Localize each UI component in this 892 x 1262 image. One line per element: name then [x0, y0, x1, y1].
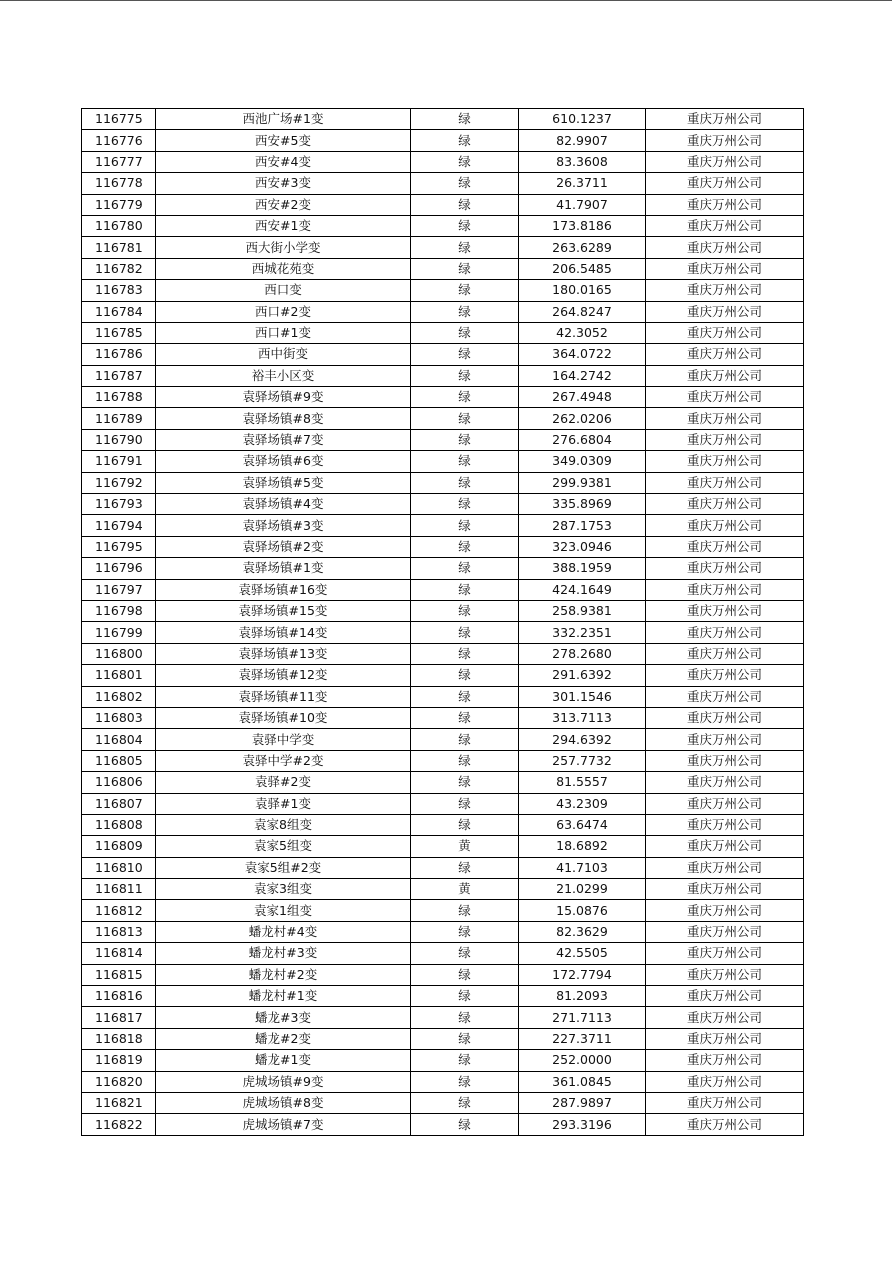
status-cell: 绿: [411, 258, 519, 279]
status-cell: 绿: [411, 686, 519, 707]
table-body: [82, 109, 804, 1136]
company-cell: 重庆万州公司: [646, 301, 804, 322]
station-name-cell: 袁驿场镇#9变: [156, 387, 411, 408]
table-row: [82, 943, 804, 964]
status-cell: 绿: [411, 387, 519, 408]
id-cell: 116777: [82, 151, 156, 172]
status-cell: 绿: [411, 1007, 519, 1028]
id-cell: 116795: [82, 536, 156, 557]
table-row: [82, 921, 804, 942]
value-cell: 18.6892: [519, 836, 646, 857]
status-cell: 绿: [411, 408, 519, 429]
value-cell: 349.0309: [519, 451, 646, 472]
table-row: [82, 494, 804, 515]
station-name-cell: 袁驿场镇#16变: [156, 579, 411, 600]
station-name-cell: 袁驿场镇#3变: [156, 515, 411, 536]
id-cell: 116787: [82, 365, 156, 386]
status-cell: 绿: [411, 494, 519, 515]
value-cell: 267.4948: [519, 387, 646, 408]
station-name-cell: 袁驿场镇#10变: [156, 707, 411, 728]
station-name-cell: 蟠龙村#4变: [156, 921, 411, 942]
station-name-cell: 西池广场#1变: [156, 109, 411, 130]
station-name-cell: 袁驿场镇#2变: [156, 536, 411, 557]
id-cell: 116786: [82, 344, 156, 365]
station-name-cell: 袁驿中学变: [156, 729, 411, 750]
company-cell: 重庆万州公司: [646, 1114, 804, 1135]
id-cell: 116805: [82, 750, 156, 771]
value-cell: 301.1546: [519, 686, 646, 707]
value-cell: 81.2093: [519, 986, 646, 1007]
status-cell: 绿: [411, 173, 519, 194]
company-cell: 重庆万州公司: [646, 622, 804, 643]
value-cell: 335.8969: [519, 494, 646, 515]
company-cell: 重庆万州公司: [646, 558, 804, 579]
id-cell: 116776: [82, 130, 156, 151]
company-cell: 重庆万州公司: [646, 130, 804, 151]
value-cell: 388.1959: [519, 558, 646, 579]
company-cell: 重庆万州公司: [646, 1071, 804, 1092]
id-cell: 116815: [82, 964, 156, 985]
id-cell: 116818: [82, 1028, 156, 1049]
table-row: [82, 173, 804, 194]
id-cell: 116801: [82, 665, 156, 686]
company-cell: 重庆万州公司: [646, 173, 804, 194]
company-cell: 重庆万州公司: [646, 814, 804, 835]
station-name-cell: 蟠龙#3变: [156, 1007, 411, 1028]
id-cell: 116793: [82, 494, 156, 515]
station-name-cell: 虎城场镇#9变: [156, 1071, 411, 1092]
company-cell: 重庆万州公司: [646, 793, 804, 814]
table-row: [82, 729, 804, 750]
status-cell: 绿: [411, 429, 519, 450]
id-cell: 116802: [82, 686, 156, 707]
company-cell: 重庆万州公司: [646, 258, 804, 279]
table-row: [82, 750, 804, 771]
station-name-cell: 西安#4变: [156, 151, 411, 172]
id-cell: 116797: [82, 579, 156, 600]
status-cell: 绿: [411, 1092, 519, 1113]
id-cell: 116816: [82, 986, 156, 1007]
station-name-cell: 裕丰小区变: [156, 365, 411, 386]
value-cell: 42.3052: [519, 322, 646, 343]
table-row: [82, 1071, 804, 1092]
company-cell: 重庆万州公司: [646, 857, 804, 878]
status-cell: 绿: [411, 707, 519, 728]
value-cell: 83.3608: [519, 151, 646, 172]
id-cell: 116783: [82, 280, 156, 301]
station-name-cell: 蟠龙村#2变: [156, 964, 411, 985]
station-name-cell: 袁驿#2变: [156, 772, 411, 793]
station-name-cell: 西口#1变: [156, 322, 411, 343]
status-cell: 绿: [411, 515, 519, 536]
id-cell: 116778: [82, 173, 156, 194]
station-name-cell: 西口#2变: [156, 301, 411, 322]
status-cell: 绿: [411, 1050, 519, 1071]
table-row: [82, 194, 804, 215]
station-name-cell: 虎城场镇#8变: [156, 1092, 411, 1113]
company-cell: 重庆万州公司: [646, 515, 804, 536]
station-name-cell: 袁家8组变: [156, 814, 411, 835]
station-name-cell: 虎城场镇#7变: [156, 1114, 411, 1135]
station-name-cell: 袁驿场镇#7变: [156, 429, 411, 450]
value-cell: 293.3196: [519, 1114, 646, 1135]
value-cell: 164.2742: [519, 365, 646, 386]
station-name-cell: 西安#5变: [156, 130, 411, 151]
status-cell: 绿: [411, 772, 519, 793]
company-cell: 重庆万州公司: [646, 986, 804, 1007]
company-cell: 重庆万州公司: [646, 472, 804, 493]
station-name-cell: 袁驿中学#2变: [156, 750, 411, 771]
station-name-cell: 袁驿场镇#5变: [156, 472, 411, 493]
status-cell: 绿: [411, 130, 519, 151]
status-cell: 绿: [411, 1071, 519, 1092]
company-cell: 重庆万州公司: [646, 1050, 804, 1071]
id-cell: 116780: [82, 215, 156, 236]
station-name-cell: 袁家3组变: [156, 879, 411, 900]
id-cell: 116785: [82, 322, 156, 343]
company-cell: 重庆万州公司: [646, 536, 804, 557]
station-name-cell: 袁驿场镇#15变: [156, 600, 411, 621]
station-name-cell: 西大街小学变: [156, 237, 411, 258]
station-name-cell: 袁驿场镇#1变: [156, 558, 411, 579]
status-cell: 绿: [411, 280, 519, 301]
station-name-cell: 袁家5组变: [156, 836, 411, 857]
status-cell: 绿: [411, 1114, 519, 1135]
table-row: [82, 322, 804, 343]
status-cell: 绿: [411, 622, 519, 643]
table-row: [82, 215, 804, 236]
status-cell: 绿: [411, 665, 519, 686]
value-cell: 21.0299: [519, 879, 646, 900]
value-cell: 258.9381: [519, 600, 646, 621]
company-cell: 重庆万州公司: [646, 836, 804, 857]
value-cell: 26.3711: [519, 173, 646, 194]
company-cell: 重庆万州公司: [646, 408, 804, 429]
status-cell: 绿: [411, 109, 519, 130]
value-cell: 227.3711: [519, 1028, 646, 1049]
id-cell: 116808: [82, 814, 156, 835]
status-cell: 绿: [411, 472, 519, 493]
station-name-cell: 袁驿#1变: [156, 793, 411, 814]
table-row: [82, 665, 804, 686]
company-cell: 重庆万州公司: [646, 900, 804, 921]
station-name-cell: 西安#3变: [156, 173, 411, 194]
company-cell: 重庆万州公司: [646, 686, 804, 707]
status-cell: 绿: [411, 643, 519, 664]
status-cell: 绿: [411, 986, 519, 1007]
id-cell: 116803: [82, 707, 156, 728]
value-cell: 41.7103: [519, 857, 646, 878]
company-cell: 重庆万州公司: [646, 665, 804, 686]
id-cell: 116806: [82, 772, 156, 793]
id-cell: 116814: [82, 943, 156, 964]
company-cell: 重庆万州公司: [646, 579, 804, 600]
value-cell: 180.0165: [519, 280, 646, 301]
status-cell: 绿: [411, 151, 519, 172]
table-row: [82, 237, 804, 258]
value-cell: 206.5485: [519, 258, 646, 279]
station-name-cell: 西安#1变: [156, 215, 411, 236]
company-cell: 重庆万州公司: [646, 429, 804, 450]
value-cell: 257.7732: [519, 750, 646, 771]
table-row: [82, 814, 804, 835]
value-cell: 323.0946: [519, 536, 646, 557]
table-row: [82, 600, 804, 621]
id-cell: 116819: [82, 1050, 156, 1071]
station-name-cell: 袁驿场镇#12变: [156, 665, 411, 686]
status-cell: 绿: [411, 579, 519, 600]
station-name-cell: 袁驿场镇#14变: [156, 622, 411, 643]
id-cell: 116782: [82, 258, 156, 279]
id-cell: 116812: [82, 900, 156, 921]
table-row: [82, 429, 804, 450]
table-row: [82, 879, 804, 900]
company-cell: 重庆万州公司: [646, 1007, 804, 1028]
id-cell: 116779: [82, 194, 156, 215]
value-cell: 172.7794: [519, 964, 646, 985]
company-cell: 重庆万州公司: [646, 215, 804, 236]
table-row: [82, 1007, 804, 1028]
id-cell: 116798: [82, 600, 156, 621]
value-cell: 287.9897: [519, 1092, 646, 1113]
value-cell: 278.2680: [519, 643, 646, 664]
table-row: [82, 130, 804, 151]
status-cell: 绿: [411, 301, 519, 322]
status-cell: 绿: [411, 921, 519, 942]
company-cell: 重庆万州公司: [646, 1028, 804, 1049]
company-cell: 重庆万州公司: [646, 943, 804, 964]
status-cell: 绿: [411, 194, 519, 215]
station-name-cell: 蟠龙#2变: [156, 1028, 411, 1049]
company-cell: 重庆万州公司: [646, 729, 804, 750]
id-cell: 116775: [82, 109, 156, 130]
id-cell: 116817: [82, 1007, 156, 1028]
table-row: [82, 109, 804, 130]
value-cell: 287.1753: [519, 515, 646, 536]
data-table: [81, 108, 804, 1136]
table-row: [82, 707, 804, 728]
company-cell: 重庆万州公司: [646, 1092, 804, 1113]
table-row: [82, 900, 804, 921]
value-cell: 43.2309: [519, 793, 646, 814]
id-cell: 116813: [82, 921, 156, 942]
status-cell: 绿: [411, 344, 519, 365]
status-cell: 绿: [411, 1028, 519, 1049]
status-cell: 绿: [411, 237, 519, 258]
table-row: [82, 387, 804, 408]
table-row: [82, 686, 804, 707]
table-row: [82, 558, 804, 579]
company-cell: 重庆万州公司: [646, 280, 804, 301]
table-row: [82, 793, 804, 814]
company-cell: 重庆万州公司: [646, 365, 804, 386]
value-cell: 271.7113: [519, 1007, 646, 1028]
id-cell: 116788: [82, 387, 156, 408]
table-row: [82, 579, 804, 600]
station-name-cell: 袁驿场镇#13变: [156, 643, 411, 664]
value-cell: 42.5505: [519, 943, 646, 964]
id-cell: 116799: [82, 622, 156, 643]
company-cell: 重庆万州公司: [646, 494, 804, 515]
status-cell: 绿: [411, 536, 519, 557]
station-name-cell: 袁驿场镇#11变: [156, 686, 411, 707]
station-name-cell: 西口变: [156, 280, 411, 301]
id-cell: 116804: [82, 729, 156, 750]
value-cell: 82.9907: [519, 130, 646, 151]
status-cell: 绿: [411, 900, 519, 921]
station-name-cell: 袁驿场镇#4变: [156, 494, 411, 515]
company-cell: 重庆万州公司: [646, 151, 804, 172]
table-row: [82, 836, 804, 857]
status-cell: 绿: [411, 365, 519, 386]
company-cell: 重庆万州公司: [646, 921, 804, 942]
id-cell: 116796: [82, 558, 156, 579]
company-cell: 重庆万州公司: [646, 643, 804, 664]
table-row: [82, 1092, 804, 1113]
value-cell: 276.6804: [519, 429, 646, 450]
status-cell: 绿: [411, 964, 519, 985]
value-cell: 81.5557: [519, 772, 646, 793]
company-cell: 重庆万州公司: [646, 109, 804, 130]
value-cell: 610.1237: [519, 109, 646, 130]
company-cell: 重庆万州公司: [646, 344, 804, 365]
table-row: [82, 622, 804, 643]
id-cell: 116789: [82, 408, 156, 429]
table-row: [82, 515, 804, 536]
value-cell: 173.8186: [519, 215, 646, 236]
station-name-cell: 蟠龙村#1变: [156, 986, 411, 1007]
status-cell: 绿: [411, 750, 519, 771]
status-cell: 绿: [411, 793, 519, 814]
id-cell: 116794: [82, 515, 156, 536]
status-cell: 绿: [411, 215, 519, 236]
station-name-cell: 蟠龙村#3变: [156, 943, 411, 964]
station-name-cell: 袁驿场镇#6变: [156, 451, 411, 472]
status-cell: 绿: [411, 814, 519, 835]
table-row: [82, 151, 804, 172]
station-name-cell: 西城花苑变: [156, 258, 411, 279]
station-name-cell: 袁家1组变: [156, 900, 411, 921]
status-cell: 绿: [411, 600, 519, 621]
value-cell: 361.0845: [519, 1071, 646, 1092]
company-cell: 重庆万州公司: [646, 194, 804, 215]
value-cell: 294.6392: [519, 729, 646, 750]
station-name-cell: 西中街变: [156, 344, 411, 365]
value-cell: 41.7907: [519, 194, 646, 215]
company-cell: 重庆万州公司: [646, 707, 804, 728]
station-name-cell: 袁驿场镇#8变: [156, 408, 411, 429]
id-cell: 116791: [82, 451, 156, 472]
status-cell: 绿: [411, 943, 519, 964]
station-name-cell: 西安#2变: [156, 194, 411, 215]
id-cell: 116811: [82, 879, 156, 900]
table-row: [82, 986, 804, 1007]
status-cell: 绿: [411, 558, 519, 579]
value-cell: 364.0722: [519, 344, 646, 365]
value-cell: 299.9381: [519, 472, 646, 493]
table-row: [82, 280, 804, 301]
table-row: [82, 344, 804, 365]
status-cell: 绿: [411, 322, 519, 343]
company-cell: 重庆万州公司: [646, 879, 804, 900]
table-row: [82, 964, 804, 985]
status-cell: 黄: [411, 879, 519, 900]
value-cell: 291.6392: [519, 665, 646, 686]
value-cell: 263.6289: [519, 237, 646, 258]
value-cell: 252.0000: [519, 1050, 646, 1071]
value-cell: 424.1649: [519, 579, 646, 600]
id-cell: 116784: [82, 301, 156, 322]
status-cell: 绿: [411, 857, 519, 878]
company-cell: 重庆万州公司: [646, 322, 804, 343]
value-cell: 332.2351: [519, 622, 646, 643]
value-cell: 313.7113: [519, 707, 646, 728]
station-name-cell: 袁家5组#2变: [156, 857, 411, 878]
company-cell: 重庆万州公司: [646, 964, 804, 985]
table-row: [82, 472, 804, 493]
id-cell: 116781: [82, 237, 156, 258]
status-cell: 黄: [411, 836, 519, 857]
table-row: [82, 301, 804, 322]
status-cell: 绿: [411, 729, 519, 750]
id-cell: 116792: [82, 472, 156, 493]
company-cell: 重庆万州公司: [646, 451, 804, 472]
value-cell: 63.6474: [519, 814, 646, 835]
id-cell: 116790: [82, 429, 156, 450]
value-cell: 15.0876: [519, 900, 646, 921]
table-row: [82, 536, 804, 557]
table-row: [82, 451, 804, 472]
table-row: [82, 643, 804, 664]
id-cell: 116820: [82, 1071, 156, 1092]
id-cell: 116807: [82, 793, 156, 814]
table-row: [82, 1050, 804, 1071]
id-cell: 116810: [82, 857, 156, 878]
table-row: [82, 408, 804, 429]
id-cell: 116821: [82, 1092, 156, 1113]
status-cell: 绿: [411, 451, 519, 472]
company-cell: 重庆万州公司: [646, 237, 804, 258]
id-cell: 116822: [82, 1114, 156, 1135]
company-cell: 重庆万州公司: [646, 772, 804, 793]
table-row: [82, 772, 804, 793]
company-cell: 重庆万州公司: [646, 750, 804, 771]
value-cell: 264.8247: [519, 301, 646, 322]
table-row: [82, 1028, 804, 1049]
table-row: [82, 258, 804, 279]
id-cell: 116809: [82, 836, 156, 857]
id-cell: 116800: [82, 643, 156, 664]
table-row: [82, 857, 804, 878]
company-cell: 重庆万州公司: [646, 600, 804, 621]
table-row: [82, 365, 804, 386]
station-name-cell: 蟠龙#1变: [156, 1050, 411, 1071]
value-cell: 262.0206: [519, 408, 646, 429]
company-cell: 重庆万州公司: [646, 387, 804, 408]
table-row: [82, 1114, 804, 1135]
page-top-border: [0, 0, 892, 1]
value-cell: 82.3629: [519, 921, 646, 942]
